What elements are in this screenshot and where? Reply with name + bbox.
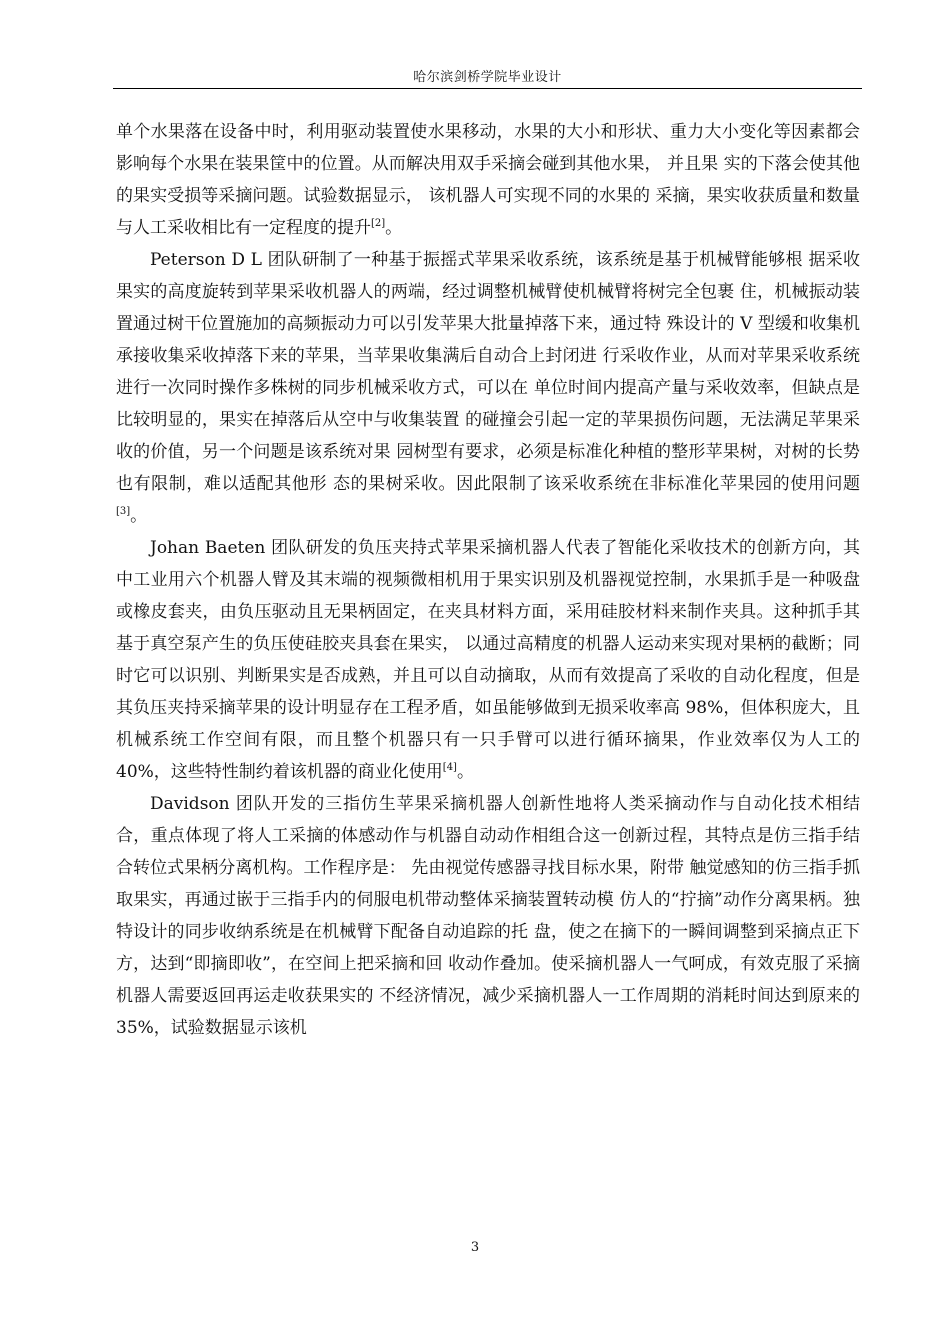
paragraph-tail: 。	[385, 218, 403, 238]
paragraph	[116, 116, 860, 244]
citation-ref: [4]	[442, 762, 457, 773]
header-divider	[113, 88, 862, 89]
running-header: 哈尔滨剑桥学院毕业设计	[413, 70, 562, 85]
citation-ref: [2]	[371, 218, 386, 229]
paragraph-text: 单个水果落在设备中时，利用驱动装置使水果移动，水果的大小和形状、重力大小变化等因素都会影响每个水果在装果筐中的位置。从而解决用双手采摘会碰到其他水果， 并且果 实的下落会使其他的果实受损等采摘问题。试验数据显示， 该机器人可实现不同的水果的 采摘，果实收获质量和数量与人工采收相比有一定程度的提升	[116, 122, 860, 238]
paragraph	[116, 788, 860, 1044]
page-number: 3	[470, 1240, 480, 1255]
citation-ref: [3]	[116, 506, 131, 517]
paragraph-text: Peterson D L 团队研制了一种基于振摇式苹果采收系统，该系统是基于机械臂能够根 据采收果实的高度旋转到苹果采收机器人的两端，经过调整机械臂使机械臂将树完全包裹 住，机械振动装置通过树干位置施加的高频振动力可以引发苹果大批量掉落下来，通过特 殊设计的 V 型缓和收集机承接收集采收掉落下来的苹果，当苹果收集满后自动合上封闭进 行采收作业，从而对苹果采收系统进行一次同时操作多株树的同步机械采收方式，可以在 单位时间内提高产量与采收效率，但缺点是比较明显的，果实在掉落后从空中与收集装置 的碰撞会引起一定的苹果损伤问题，无法满足苹果采收的价值，另一个问题是该系统对果 园树型有要求，必须是标准化种植的整形苹果树，对树的长势也有限制，难以适配其他形 态的果树采收。因此限制了该采收系统在非标准化苹果园的使用问题	[116, 250, 860, 494]
paragraph-tail: 。	[456, 762, 474, 782]
paragraph-text: Johan Baeten 团队研发的负压夹持式苹果采摘机器人代表了智能化采收技术的创新方向，其中工业用六个机器人臂及其末端的视频微相机用于果实识别及机器视觉控制，水果抓手是一种吸盘或橡皮套夹，由负压驱动且无果柄固定，在夹具材料方面，采用硅胶材料来制作夹具。这种抓手其基于真空泵产生的负压使硅胶夹具套在果实， 以通过高精度的机器人运动来实现对果柄的截断；同时它可以识别、判断果实是否成熟，并且可以自动摘取，从而有效提高了采收的自动化程度，但是其负压夹持采摘苹果的设计明显存在工程矛盾，如虽能够做到无损采收率高 98%，但体积庞大，且机械系统工作空间有限，而且整个机器只有一只手臂可以进行循环摘果，作业效率仅为人工的 40%，这些特性制约着该机器的商业化使用	[116, 538, 860, 782]
body-text	[116, 116, 860, 1044]
paragraph-text: Davidson 团队开发的三指仿生苹果采摘机器人创新性地将人类采摘动作与自动化技术相结合，重点体现了将人工采摘的体感动作与机器自动动作相组合这一创新过程，其特点是仿三指手结合转位式果柄分离机构。工作程序是： 先由视觉传感器寻找目标水果，附带 触觉感知的仿三指手抓取果实，再通过嵌于三指手内的伺服电机带动整体采摘装置转动模 仿人的“拧摘”动作分离果柄。独特设计的同步收纳系统是在机械臂下配备自动追踪的托 盘，使之在摘下的一瞬间调整到采摘点正下方，达到“即摘即收”，在空间上把采摘和回 收动作叠加。使采摘机器人一气呵成，有效克服了采摘机器人需要返回再运走收获果实的 不经济情况，减少采摘机器人一工作周期的消耗时间达到原来的 35%，试验数据显示该机	[116, 794, 860, 1038]
paragraph	[116, 244, 860, 532]
paragraph	[116, 532, 860, 788]
paragraph-tail: 。	[130, 506, 148, 526]
